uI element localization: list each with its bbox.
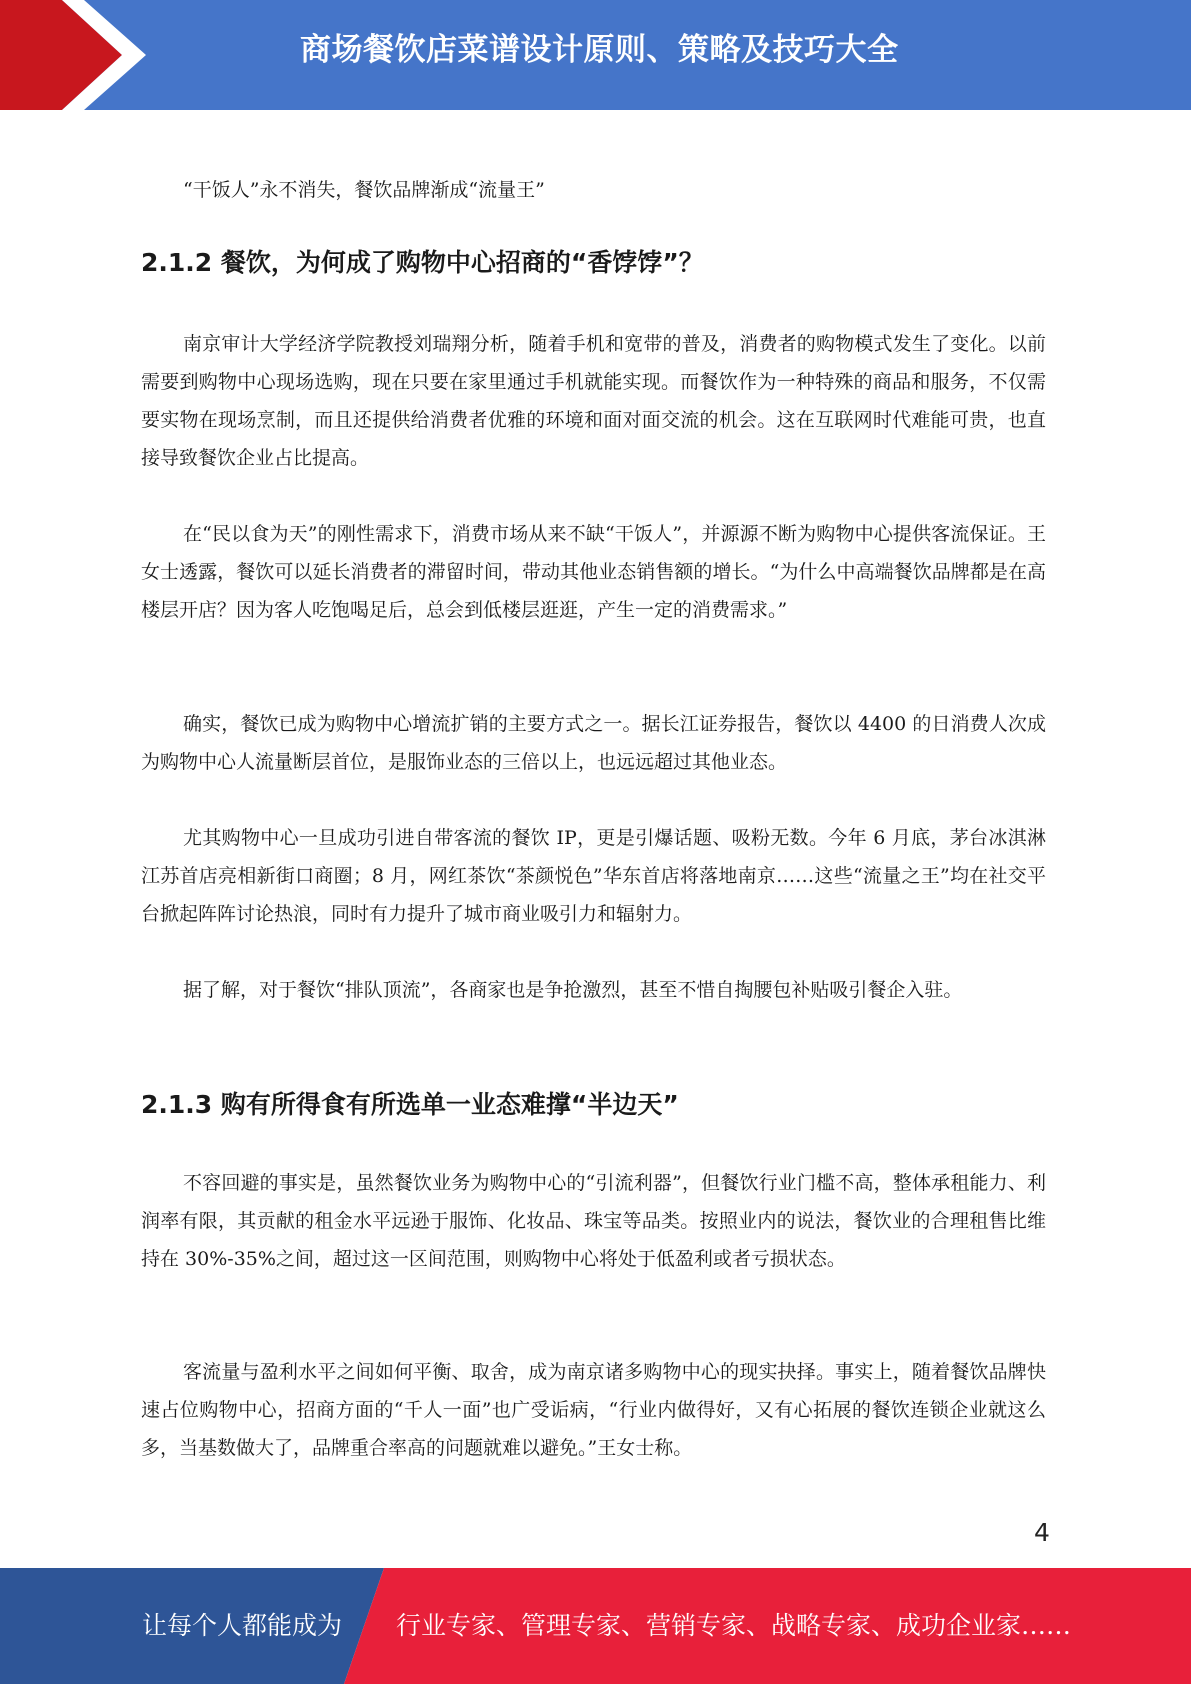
page-number: 4 [1034,1518,1050,1547]
header-banner [0,0,1191,110]
paragraph: 不容回避的事实是，虽然餐饮业务为购物中心的“引流利器”，但餐饮行业门槛不高，整体承租能力、利润率有限，其贡献的租金水平远逊于服饰、化妆品、珠宝等品类。按照业内的说法，餐饮业的合理租售比维持在 30%-35%之间，超过这一区间范围，则购物中心将处于低盈利或者亏损状态。 [141,1172,1046,1270]
paragraph: 在“民以食为天”的刚性需求下，消费市场从来不缺“干饭人”，并源源不断为购物中心提供客流保证。王女士透露，餐饮可以延长消费者的滞留时间，带动其他业态销售额的增长。“为什么中高端餐饮品牌都是在高楼层开店？因为客人吃饱喝足后，总会到低楼层逛逛，产生一定的消费需求。” [141,523,1046,621]
paragraph: 南京审计大学经济学院教授刘瑞翔分析，随着手机和宽带的普及，消费者的购物模式发生了变化。以前需要到购物中心现场选购，现在只要在家里通过手机就能实现。而餐饮作为一种特殊的商品和服务，不仅需要实物在现场烹制，而且还提供给消费者优雅的环境和面对面交流的机会。这在互联网时代难能可贵，也直接导致餐饮企业占比提高。 [141,333,1046,469]
section-heading-2-1-2: 2.1.2 餐饮，为何成了购物中心招商的“香饽饽”？ [141,248,704,277]
paragraph: 据了解，对于餐饮“排队顶流”，各商家也是争抢激烈，甚至不惜自掏腰包补贴吸引餐企入驻。 [183,979,963,1001]
paragraph: 尤其购物中心一旦成功引进自带客流的餐饮 IP，更是引爆话题、吸粉无数。今年 6 月底，茅台冰淇淋江苏首店亮相新街口商圈；8 月，网红茶饮“茶颜悦色”华东首店将落地南京……这些“流量之王”均在社交平台掀起阵阵讨论热浪，同时有力提升了城市商业吸引力和辐射力。 [141,827,1046,925]
document-title: 商场餐饮店菜谱设计原则、策略及技巧大全 [300,32,899,68]
footer-slogan-right: 行业专家、管理专家、营销专家、战略专家、成功企业家…… [396,1611,1072,1640]
paragraph: 确实，餐饮已成为购物中心增流扩销的主要方式之一。据长江证券报告，餐饮以 4400 的日消费人次成为购物中心人流量断层首位，是服饰业态的三倍以上，也远远超过其他业态。 [141,713,1046,773]
section-heading-2-1-3: 2.1.3 购有所得食有所选单一业态难撑“半边天” [141,1090,679,1119]
paragraph: 客流量与盈利水平之间如何平衡、取舍，成为南京诸多购物中心的现实抉择。事实上，随着餐饮品牌快速占位购物中心，招商方面的“千人一面”也广受诟病，“行业内做得好，又有心拓展的餐饮连锁企业就这么多，当基数做大了，品牌重合率高的问题就难以避免。”王女士称。 [141,1361,1046,1459]
footer-banner [0,1568,1191,1684]
footer-slogan-left: 让每个人都能成为 [142,1611,343,1640]
intro-line: “干饭人”永不消失，餐饮品牌渐成“流量王” [183,179,545,201]
